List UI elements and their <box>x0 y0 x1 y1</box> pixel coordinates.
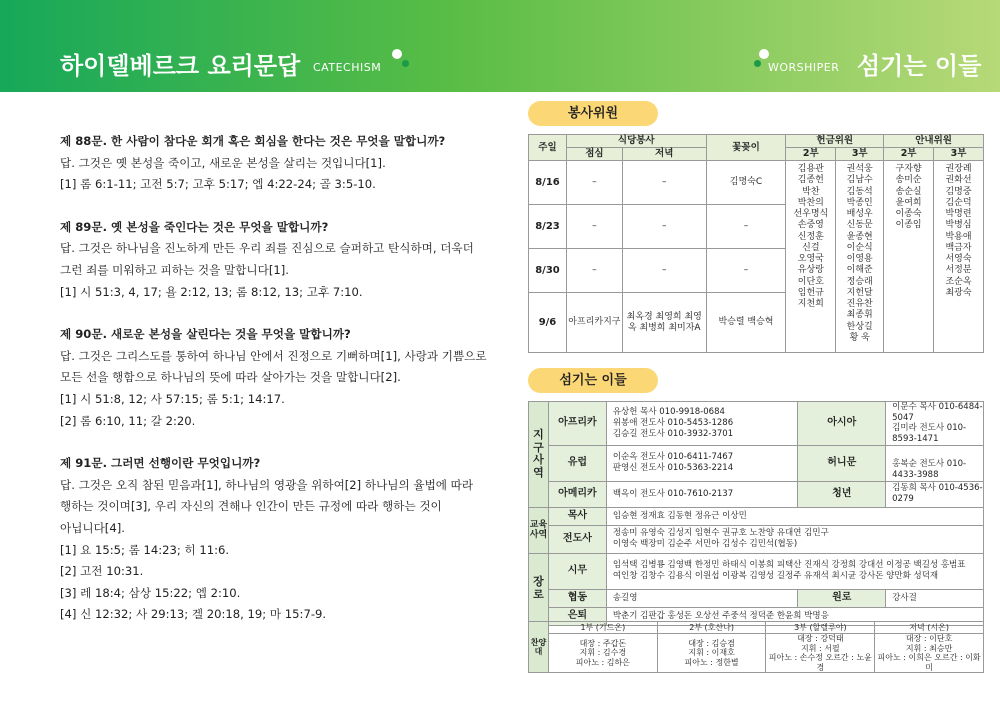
service-table <box>528 134 984 353</box>
choir-label: 찬양대 <box>529 622 549 673</box>
choir-name: 저녁 (시온) <box>875 622 984 634</box>
lunch-cell: – <box>566 249 622 293</box>
reference-line: [3] 레 18:4; 삼상 15:22; 엡 2:10. <box>60 585 241 600</box>
green-dot-icon <box>754 60 761 67</box>
honeymoon-value: 홍복순 전도사 010-4433-3988 <box>886 445 984 481</box>
catechism-question <box>60 324 500 432</box>
catechism-title: 하이델베르크 요리문답 <box>60 52 301 80</box>
choir-name: 2부 (호산나) <box>657 622 766 634</box>
day-cell: 8/16 <box>529 161 567 205</box>
worshiper-title: 섬기는 이들 <box>857 52 982 80</box>
youth-value: 김동희 목사 010-4536-0279 <box>886 481 984 507</box>
white-dot-icon <box>392 49 402 59</box>
offering-header: 헌금위원 <box>786 135 884 148</box>
asia-value: 이문수 목사 010-6484-5047 김미라 전도사 010-8593-1471 <box>886 402 984 446</box>
elder-label: 장로 <box>529 553 549 625</box>
lunch-cell: – <box>566 161 622 205</box>
reference-line: [2] 고전 10:31. <box>60 564 144 579</box>
reference-line: [1] 요 15:5; 롬 14:23; 히 11:6. <box>60 542 230 557</box>
youth-label: 청년 <box>798 481 886 507</box>
africa-value: 유상헌 목사 010-9918-0684 위봉애 전도사 010-5453-1286 김승길 전도사 010-3932-3701 <box>606 402 798 446</box>
answer-line: 모든 선을 행함으로 하나님의 뜻에 따라 살아가는 것을 말합니다[2]. <box>60 370 401 385</box>
offering-part3-header: 3부 <box>836 148 884 161</box>
reference-line: [1] 시 51:3, 4, 17; 욜 2:12, 13; 롬 8:12, 13; 고후 7:10. <box>60 284 363 299</box>
question-title: 제 88문. 한 사람이 참다운 회개 혹은 회심을 한다는 것은 무엇을 말합니까? <box>60 134 446 148</box>
america-value: 백옥이 전도사 010-7610-2137 <box>606 481 798 507</box>
honor-elder-value: 강사걸 <box>886 589 984 607</box>
retired-elder-value: 박춘기 김판갑 홍성돈 오상선 주중석 정덕준 한윤희 박명응 <box>606 607 983 625</box>
answer-line: 그런 죄를 미워하고 피하는 것을 말합니다[1]. <box>60 262 289 277</box>
honor-elder-label: 원로 <box>798 589 886 607</box>
catechism-subtitle: CATECHISM <box>313 61 382 74</box>
active-elder-label: 시무 <box>548 553 606 589</box>
catechism-question <box>60 217 500 303</box>
flower-header: 꽃꽂이 <box>706 135 786 161</box>
dinner-cell: – <box>622 161 706 205</box>
usher-header: 안내위원 <box>884 135 984 148</box>
honeymoon-label: 허니문 <box>798 445 886 481</box>
question-title: 제 90문. 새로운 본성을 살린다는 것을 무엇을 말합니까? <box>60 327 351 342</box>
dinner-cell: 최옥경 최영희 최영옥 최병희 최미자A <box>622 293 706 353</box>
choir-name: 3부 (할렐루야) <box>766 622 875 634</box>
table-row <box>529 161 984 205</box>
answer-line: 답. 그것은 하나님을 진노하게 만든 우리 죄를 진심으로 슬퍼하고 탄식하며, 더욱더 <box>60 241 474 256</box>
education-label: 교육사역 <box>529 507 549 553</box>
usher-part3-list: 권장례 권화선 김명중 김순덕 박명련 박병심 박용애 백금자 서영숙 서정분 조순옥 최광숙 <box>934 161 984 353</box>
choir-members: 대장 : 김승겸 지휘 : 이재호 피아노 : 정한별 <box>657 634 766 673</box>
evangelist-label: 전도사 <box>548 525 606 553</box>
choir-name: 1부 (기드온) <box>548 622 657 634</box>
day-cell: 8/23 <box>529 205 567 249</box>
choir-members: 대장 : 강덕태 지휘 : 서필 피아노 : 손수정 오르간 : 노윤경 <box>766 634 875 673</box>
evangelist-value: 정송미 유영숙 김성지 임현수 권규호 노찬양 유대연 김민구 이영숙 백장미 김순주 서민아 김성수 김민석(협동) <box>606 525 983 553</box>
europe-value: 이순옥 전도사 010-6411-7467 판영신 전도사 010-5363-2214 <box>606 445 798 481</box>
asia-label: 아시아 <box>798 402 886 446</box>
answer-line: 행하는 것이며[3], 우리 자신의 견해나 인간이 만든 규정에 따라 행하는 것이 <box>60 499 442 514</box>
africa-label: 아프리카 <box>548 402 606 446</box>
offering-part2-list: 김용관 김종헌 박찬 박찬의 선우명식 손중영 신정훈 신걸 오영국 유상랑 이단호 임헌규 지천희 <box>786 161 836 353</box>
answer-line: 답. 그것은 옛 본성을 죽이고, 새로운 본성을 살리는 것입니다[1]. <box>60 155 386 170</box>
catechism-question <box>60 453 500 626</box>
reference-line: [2] 롬 6:10, 11; 갈 2:20. <box>60 413 196 428</box>
region-label: 지구사역 <box>529 402 549 508</box>
answer-line: 답. 그것은 그리스도를 통하여 하나님 안에서 진정으로 기뻐하며[1], 사랑과 기쁨으로 <box>60 348 487 363</box>
reference-line: [1] 시 51:8, 12; 사 57:15; 롬 5:1; 14:17. <box>60 391 285 406</box>
offering-part2-header: 2부 <box>786 148 836 161</box>
coop-elder-label: 협동 <box>548 589 606 607</box>
active-elder-value: 임석택 김병룡 김영백 한정민 하태식 이봉희 피택산 진재식 강정희 강대선 이정공 백길성 홍범표 여인창 김창수 김용식 이원섭 이광복 김영성 길정주 유재석 최시균 강사돈 양만화 성덕재 <box>606 553 983 589</box>
usher-part2-header: 2부 <box>884 148 934 161</box>
lunch-header: 점심 <box>566 148 622 161</box>
flower-cell: 박승렬 백승혁 <box>706 293 786 353</box>
catechism-question <box>60 131 500 196</box>
flower-cell: – <box>706 249 786 293</box>
coop-elder-value: 송길영 <box>606 589 798 607</box>
service-committee-pill: 봉사위원 <box>528 101 658 126</box>
usher-part2-list: 구자향 송미순 송순실 윤여희 이종숙 이종임 <box>884 161 934 353</box>
choir-members: 대장 : 주갑돈 지휘 : 김수경 피아노 : 김하은 <box>548 634 657 673</box>
reference-line: [4] 신 12:32; 사 29:13; 겔 20:18, 19; 마 15:7-9. <box>60 607 327 622</box>
header-banner <box>0 0 1000 92</box>
america-label: 아메리카 <box>548 481 606 507</box>
answer-line: 답. 그것은 오직 참된 믿음과[1], 하나님의 영광을 위하여[2] 하나님의 율법에 따라 <box>60 477 474 492</box>
choir-members: 대장 : 이단호 지휘 : 최승만 피아노 : 이희은 오르간 : 이화미 <box>875 634 984 673</box>
answer-line: 아닙니다[4]. <box>60 520 125 535</box>
usher-part3-header: 3부 <box>934 148 984 161</box>
offering-part3-list: 권석웅 김남수 김동석 박종인 배성우 신동문 윤종현 이순식 이영용 이해준 정승래 지헌달 진유찬 최종휘 한상길 황 욱 <box>836 161 884 353</box>
question-title: 제 91문. 그러면 선행이란 무엇입니까? <box>60 456 261 471</box>
lunch-cell: – <box>566 205 622 249</box>
reference-line: [1] 롬 6:1-11; 고전 5:7; 고후 5:17; 엡 4:22-24; 골 3:5-10. <box>60 177 376 192</box>
pastor-label: 목사 <box>548 507 606 525</box>
flower-cell: – <box>706 205 786 249</box>
question-title: 제 89문. 옛 본성을 죽인다는 것은 무엇을 말합니까? <box>60 219 329 234</box>
meal-header: 식당봉사 <box>566 135 706 148</box>
choir-table <box>528 621 984 673</box>
pastor-value: 임승현 정재효 김동현 정유근 이상민 <box>606 507 983 525</box>
servants-table <box>528 401 984 626</box>
day-cell: 9/6 <box>529 293 567 353</box>
catechism-section <box>60 131 500 626</box>
white-dot-icon <box>759 49 769 59</box>
dinner-cell: – <box>622 249 706 293</box>
retired-elder-label: 은퇴 <box>548 607 606 625</box>
lunch-cell: 아프리카지구 <box>566 293 622 353</box>
dinner-header: 저녁 <box>622 148 706 161</box>
flower-cell: 김명숙C <box>706 161 786 205</box>
worshiper-subtitle: WORSHIPER <box>768 61 840 74</box>
dinner-cell: – <box>622 205 706 249</box>
day-cell: 8/30 <box>529 249 567 293</box>
green-dot-icon <box>402 60 409 67</box>
servants-pill: 섬기는 이들 <box>528 368 658 393</box>
day-header: 주일 <box>529 135 567 161</box>
europe-label: 유럽 <box>548 445 606 481</box>
